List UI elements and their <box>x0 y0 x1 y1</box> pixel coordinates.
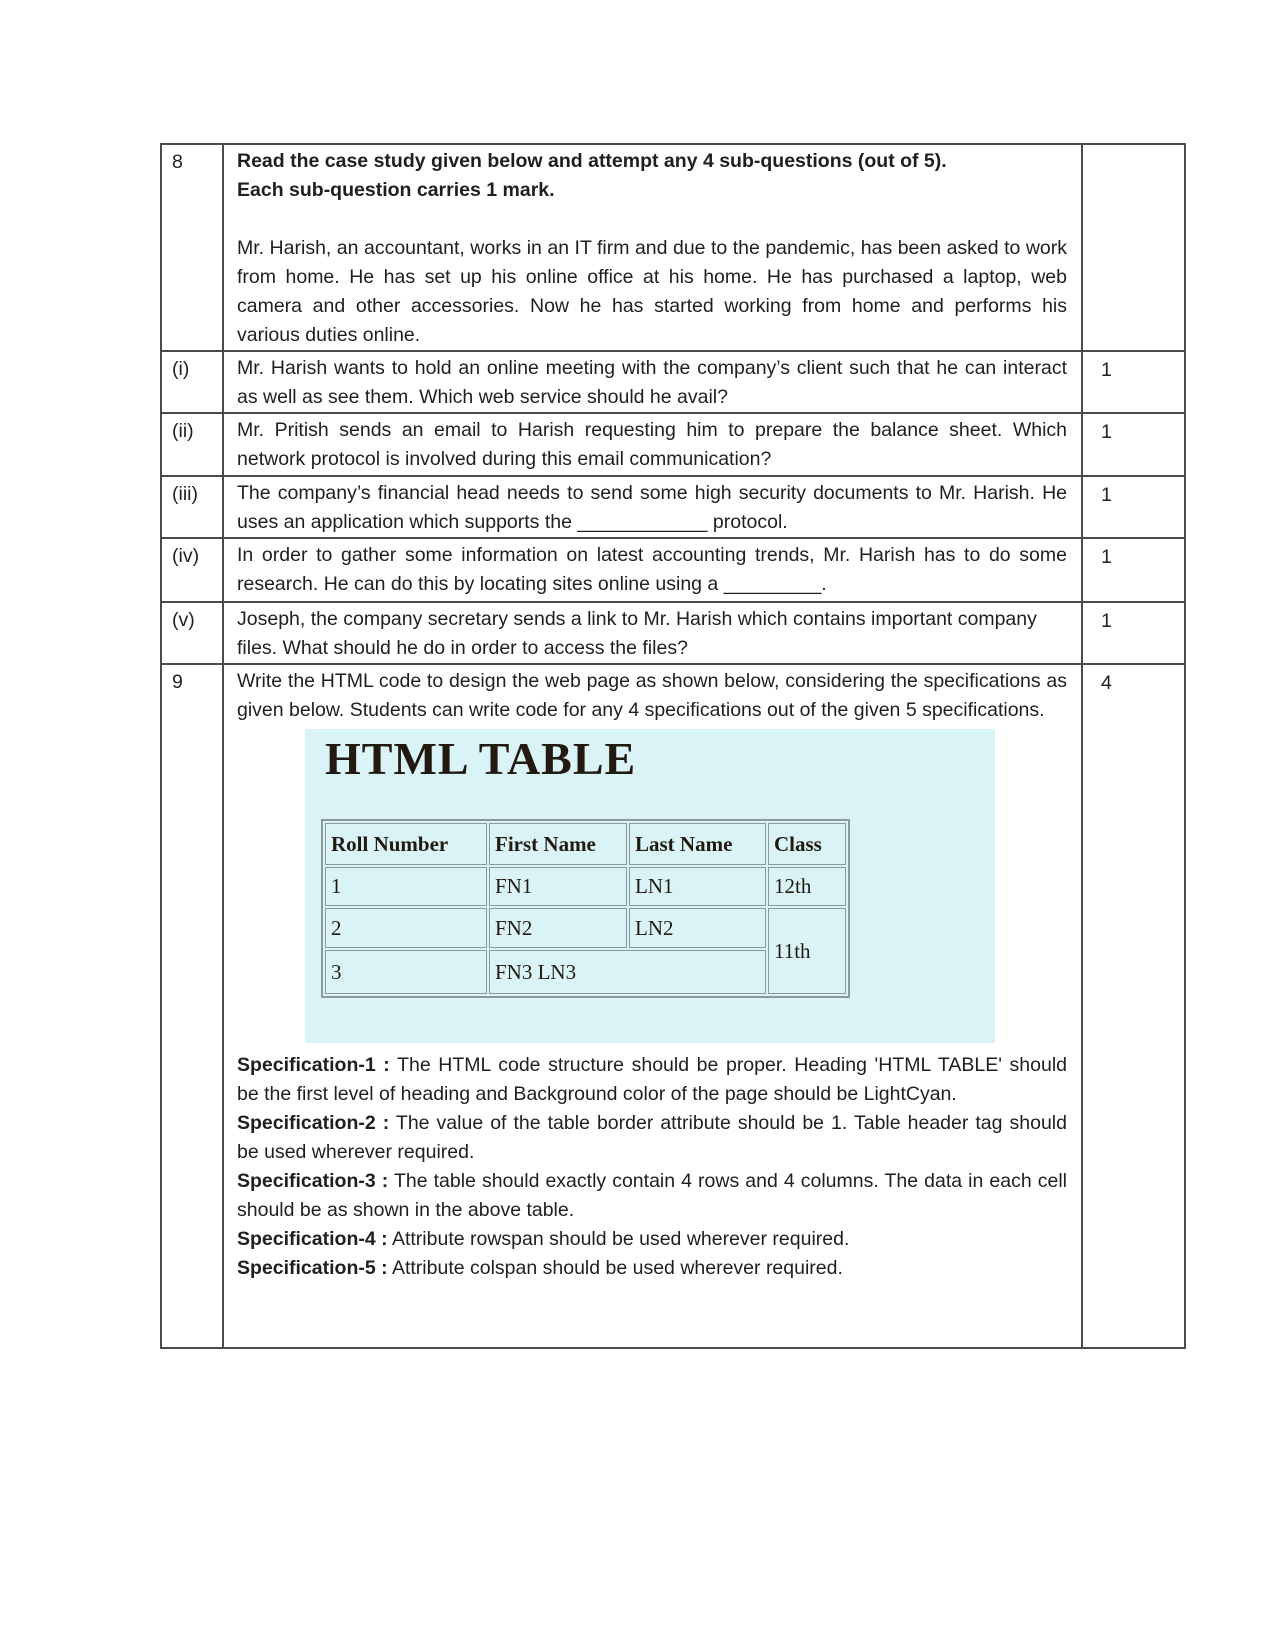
question-text: Mr. Harish wants to hold an online meeting with the company’s client such that he can interact as well as see them. Which web service should he avail? <box>237 357 1067 408</box>
question-text: The company’s financial head needs to send some high security documents to Mr. Harish. He uses an application which supports the ____________ protocol. <box>237 482 1067 533</box>
question-number: (ii) <box>161 413 223 476</box>
cell-roll-2: 2 <box>325 908 487 948</box>
embedded-row-2 <box>325 908 846 948</box>
embedded-page-heading: HTML TABLE <box>325 733 637 784</box>
marks-value: 4 <box>1082 664 1185 1348</box>
question-row-ii <box>161 413 1185 476</box>
question-number: (iii) <box>161 476 223 538</box>
specification-2-text: The value of the table border attribute should be 1. Table header tag should be used wherever required. <box>237 1112 1067 1163</box>
specifications-list <box>237 1051 1067 1283</box>
question-row-8 <box>161 144 1185 351</box>
specification-5 <box>237 1254 1067 1283</box>
question-9-content <box>223 664 1082 1348</box>
specification-3-text: The table should exactly contain 4 rows and 4 columns. The data in each cell should be as shown in the above table. <box>237 1170 1067 1221</box>
specification-4-text: Attribute rowspan should be used wherever required. <box>387 1228 850 1250</box>
specification-1 <box>237 1051 1067 1109</box>
question-row-v <box>161 602 1185 664</box>
th-roll-number: Roll Number <box>325 823 487 865</box>
cell-roll-3: 3 <box>325 950 487 994</box>
specification-3 <box>237 1167 1067 1225</box>
question-number: (iv) <box>161 538 223 602</box>
specification-1-label: Specification-1 : <box>237 1054 390 1076</box>
specification-3-label: Specification-3 : <box>237 1170 389 1192</box>
marks-value: 1 <box>1082 538 1185 602</box>
specification-2-label: Specification-2 : <box>237 1112 390 1134</box>
specification-1-text: The HTML code structure should be proper. Heading 'HTML TABLE' should be the first level of heading and Background color of the page should be LightCyan. <box>237 1054 1067 1105</box>
specification-5-text: Attribute colspan should be used wherever required. <box>387 1257 843 1279</box>
marks-value: 1 <box>1082 602 1185 664</box>
question-9-text: Write the HTML code to design the web page as shown below, considering the specifications as given below. Students can write code for any 4 specifications out of the given 5 specifications. <box>237 670 1067 721</box>
exam-question-table <box>160 143 1186 1349</box>
embedded-webpage-image <box>305 729 995 1043</box>
question-8-intro-line-1: Read the case study given below and attempt any 4 sub-questions (out of 5). <box>237 150 947 172</box>
specification-4 <box>237 1225 1067 1254</box>
th-first-name: First Name <box>489 823 627 865</box>
question-row-i <box>161 351 1185 413</box>
cell-class-11th-rowspan: 11th <box>768 908 846 994</box>
embedded-html-table <box>321 819 850 998</box>
th-last-name: Last Name <box>629 823 766 865</box>
cell-ln1: LN1 <box>629 867 766 906</box>
marks-cell <box>1082 144 1185 351</box>
marks-value: 1 <box>1082 476 1185 538</box>
specification-5-label: Specification-5 : <box>237 1257 388 1279</box>
specification-4-label: Specification-4 : <box>237 1228 388 1250</box>
embedded-row-1 <box>325 867 846 906</box>
question-8-intro-line-2: Each sub-question carries 1 mark. <box>237 179 555 201</box>
question-text: Joseph, the company secretary sends a link to Mr. Harish which contains important company files. What should he do in order to access the files? <box>237 608 1037 659</box>
question-text: Mr. Pritish sends an email to Harish requesting him to prepare the balance sheet. Which network protocol is involved during this email communication? <box>237 419 1067 470</box>
marks-value: 1 <box>1082 413 1185 476</box>
question-text: In order to gather some information on latest accounting trends, Mr. Harish has to do some research. He can do this by locating sites online using a _________. <box>237 544 1067 595</box>
question-number: (i) <box>161 351 223 413</box>
question-number: 8 <box>161 144 223 351</box>
question-row-iv <box>161 538 1185 602</box>
th-class: Class <box>768 823 846 865</box>
cell-fn3-ln3-colspan: FN3 LN3 <box>489 950 766 994</box>
specification-2 <box>237 1109 1067 1167</box>
spacer <box>237 205 1067 234</box>
question-row-9 <box>161 664 1185 1348</box>
cell-fn1: FN1 <box>489 867 627 906</box>
marks-value: 1 <box>1082 351 1185 413</box>
cell-fn2: FN2 <box>489 908 627 948</box>
question-number: 9 <box>161 664 223 1348</box>
question-8-content <box>223 144 1082 351</box>
cell-roll-1: 1 <box>325 867 487 906</box>
question-number: (v) <box>161 602 223 664</box>
question-8-case-study: Mr. Harish, an accountant, works in an IT firm and due to the pandemic, has been asked to work from home. He has set up his online office at his home. He has purchased a laptop, web camera and other accessories. Now he has started working from home and performs his various duties online. <box>237 237 1067 346</box>
question-row-iii <box>161 476 1185 538</box>
cell-ln2: LN2 <box>629 908 766 948</box>
embedded-header-row <box>325 823 846 865</box>
cell-class-12th: 12th <box>768 867 846 906</box>
